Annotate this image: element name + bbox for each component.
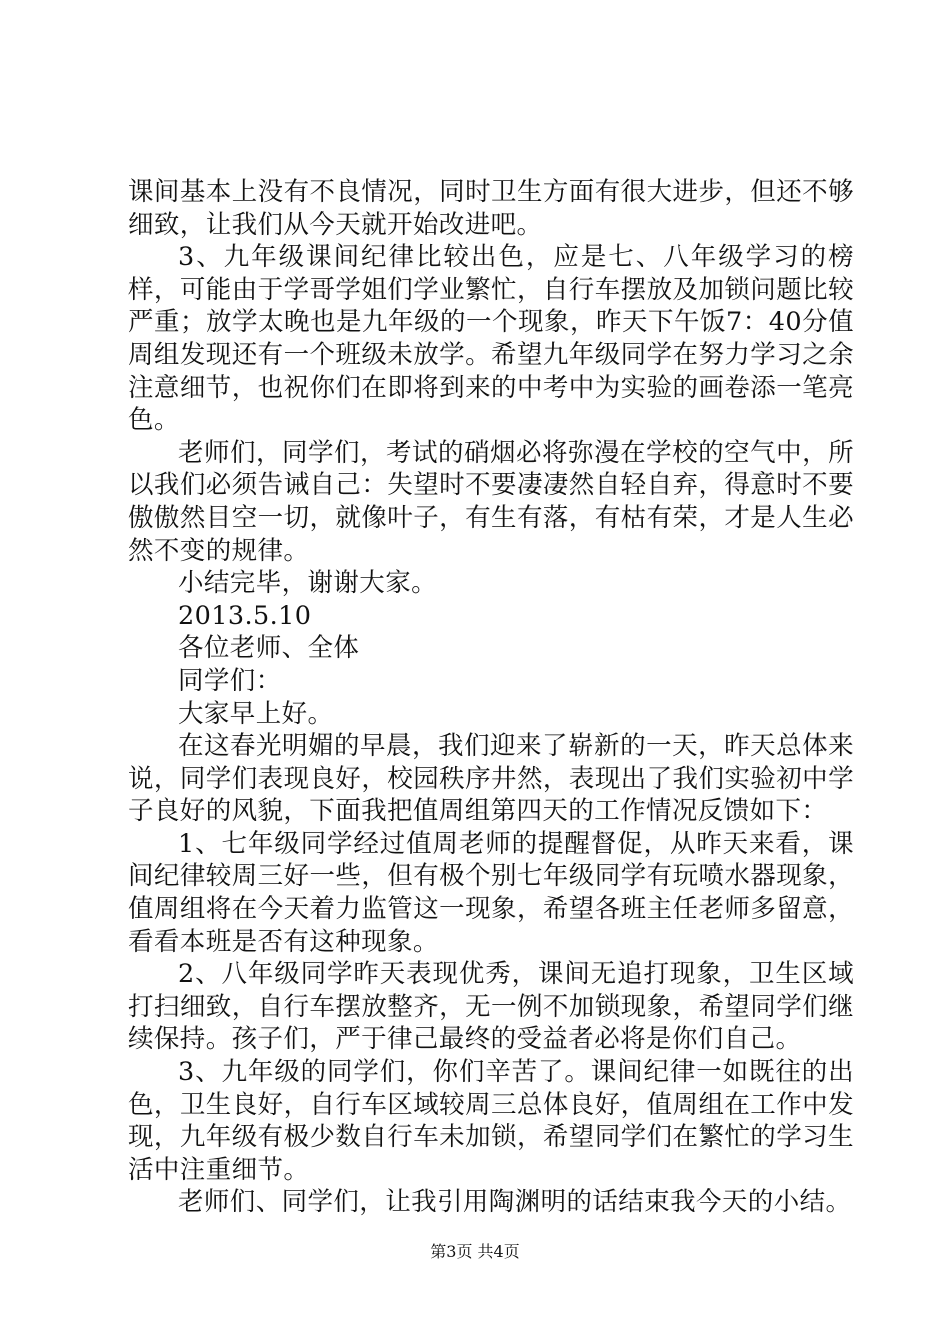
- paragraph-10: 1、七年级同学经过值周老师的提醒督促，从昨天来看，课间纪律较周三好一些，但有极个别七年级同学有玩喷水器现象，值周组将在今天着力监管这一现象，希望各班主任老师多留意，看看本班是否有这种现象。: [128, 828, 854, 957]
- page-number-footer: 第3页 共4页: [430, 1242, 520, 1261]
- paragraph-3: 老师们，同学们，考试的硝烟必将弥漫在学校的空气中，所以我们必须告诫自己：失望时不要凄凄然自轻自弃，得意时不要傲傲然目空一切，就像叶子，有生有落，有枯有荣，才是人生必然不变的规律。: [128, 437, 854, 566]
- paragraph-2: 3、九年级课间纪律比较出色，应是七、八年级学习的榜样，可能由于学哥学姐们学业繁忙，自行车摆放及加锁问题比较严重；放学太晚也是九年级的一个现象，昨天下午饭7：40分值周组发现还有一个班级未放学。希望九年级同学在努力学习之余注意细节，也祝你们在即将到来的中考中为实验的画卷添一笔亮色。: [128, 242, 854, 436]
- salutation-line-2: 同学们：: [178, 665, 282, 696]
- salutation-line-1: 各位老师、全体: [178, 633, 360, 664]
- paragraph-1: 课间基本上没有不良情况，同时卫生方面有很大进步，但还不够细致，让我们从今天就开始改进吧。: [128, 177, 854, 240]
- document-body: [128, 176, 854, 1219]
- greeting-line: 大家早上好。: [178, 698, 334, 729]
- paragraph-11: 2、八年级同学昨天表现优秀，课间无追打现象，卫生区域打扫细致，自行车摆放整齐，无一例不加锁现象，希望同学们继续保持。孩子们，严于律己最终的受益者必将是你们自己。: [128, 959, 854, 1055]
- paragraph-12: 3、九年级的同学们，你们辛苦了。课间纪律一如既往的出色，卫生良好，自行车区域较周三总体良好，值周组在工作中发现，九年级有极少数自行车未加锁，希望同学们在繁忙的学习生活中注重细节。: [128, 1057, 854, 1185]
- paragraph-4: 小结完毕，谢谢大家。: [178, 568, 438, 599]
- paragraph-13: 老师们、同学们，让我引用陶渊明的话结束我今天的小结。: [178, 1187, 852, 1218]
- date-line: 2013.5.10: [178, 600, 312, 631]
- paragraph-9: 在这春光明媚的早晨，我们迎来了崭新的一天，昨天总体来说，同学们表现良好，校园秩序井然，表现出了我们实验初中学子良好的风貌，下面我把值周组第四天的工作情况反馈如下：: [128, 731, 854, 827]
